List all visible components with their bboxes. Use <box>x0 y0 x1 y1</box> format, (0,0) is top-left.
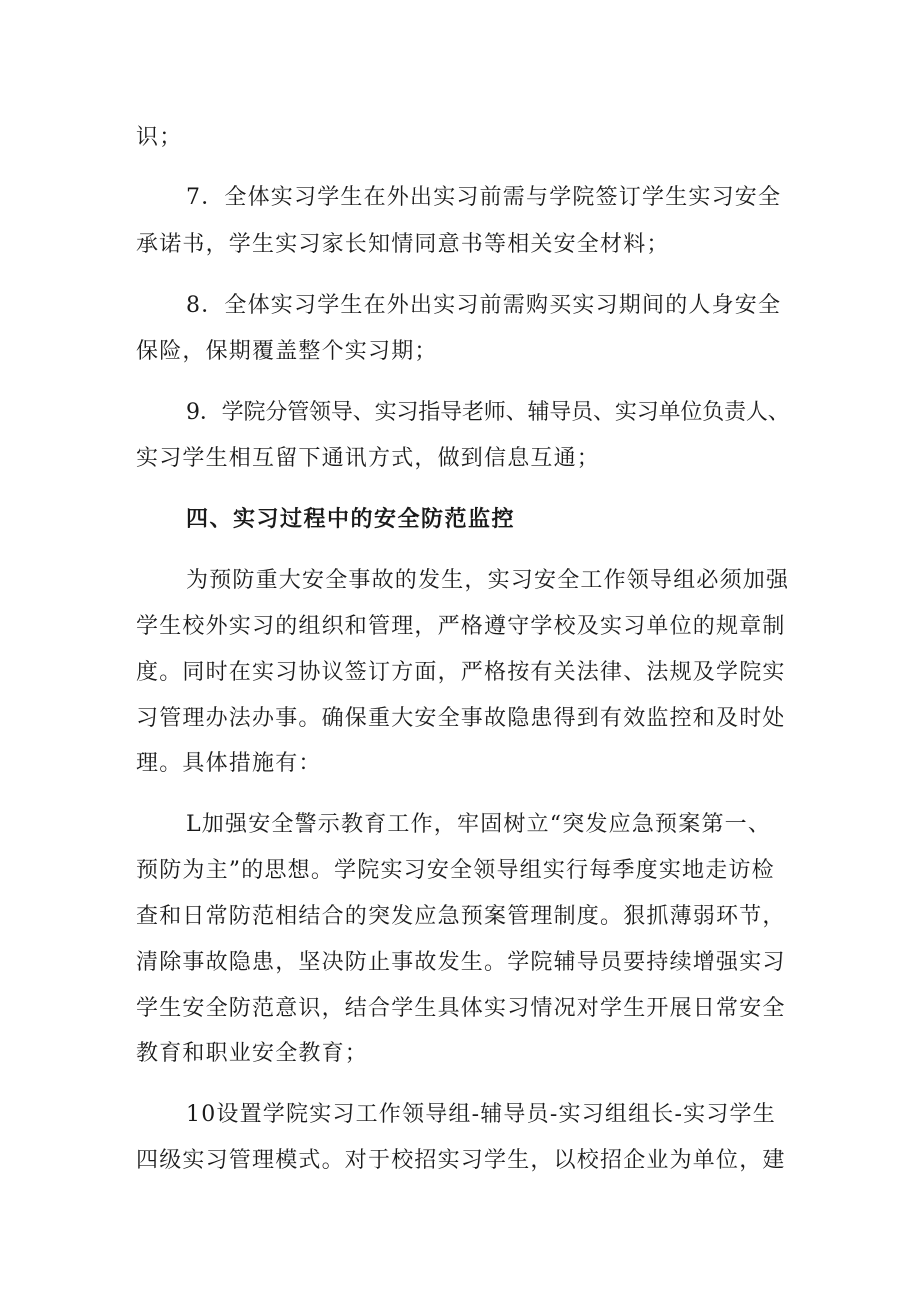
text-line-item-9: 9．学院分管领导、实习指导老师、辅导员、实习单位负责人、 <box>186 400 790 425</box>
text-line-measure-1-4: 清除事故隐患，坚决防止事故发生。学院辅导员要持续增强实习 <box>136 950 786 975</box>
text-line-item-7: 7．全体实习学生在外出实习前需与学院签订学生实习安全 <box>186 185 782 210</box>
text-line-item-8-cont: 保险，保期覆盖整个实习期； <box>136 339 438 364</box>
text-line-para-5: 理。具体措施有： <box>136 751 322 776</box>
text-line-measure-10-2: 四级实习管理模式。对于校招实习学生，以校招企业为单位，建 <box>136 1148 786 1173</box>
text-line-item-9-cont: 实习学生相互留下通讯方式，做到信息互通； <box>136 446 601 471</box>
text-line-measure-1: L加强安全警示教育工作，牢固树立“突发应急预案第一、 <box>186 812 772 837</box>
section-heading: 四、实习过程中的安全防范监控 <box>186 507 516 532</box>
text-line-measure-10: 10设置学院实习工作领导组-辅导员-实习组组长-实习学生 <box>186 1102 776 1127</box>
text-line-measure-1-2: 预防为主”的思想。学院实习安全领导组实行每季度实地走访检 <box>136 858 775 883</box>
text-line-para-2: 学生校外实习的组织和管理，严格遵守学校及实习单位的规章制 <box>136 614 786 639</box>
text-line-measure-1-6: 教育和职业安全教育； <box>136 1041 369 1066</box>
text-line-item-8: 8．全体实习学生在外出实习前需购买实习期间的人身安全 <box>186 293 782 318</box>
text-line-para-3: 度。同时在实习协议签订方面，严格按有关法律、法规及学院实 <box>136 660 786 685</box>
text-line-para-1: 为预防重大安全事故的发生，实习安全工作领导组必须加强 <box>186 568 790 593</box>
text-line-continuation: 识； <box>136 125 183 150</box>
text-line-para-4: 习管理办法办事。确保重大安全事故隐患得到有效监控和及时处 <box>136 706 786 731</box>
text-line-measure-1-5: 学生安全防范意识，结合学生具体实习情况对学生开展日常安全 <box>136 996 786 1021</box>
text-line-measure-1-3: 查和日常防范相结合的突发应急预案管理制度。狠抓薄弱环节， <box>136 904 786 929</box>
text-line-item-7-cont: 承诺书，学生实习家长知情同意书等相关安全材料； <box>136 232 670 257</box>
